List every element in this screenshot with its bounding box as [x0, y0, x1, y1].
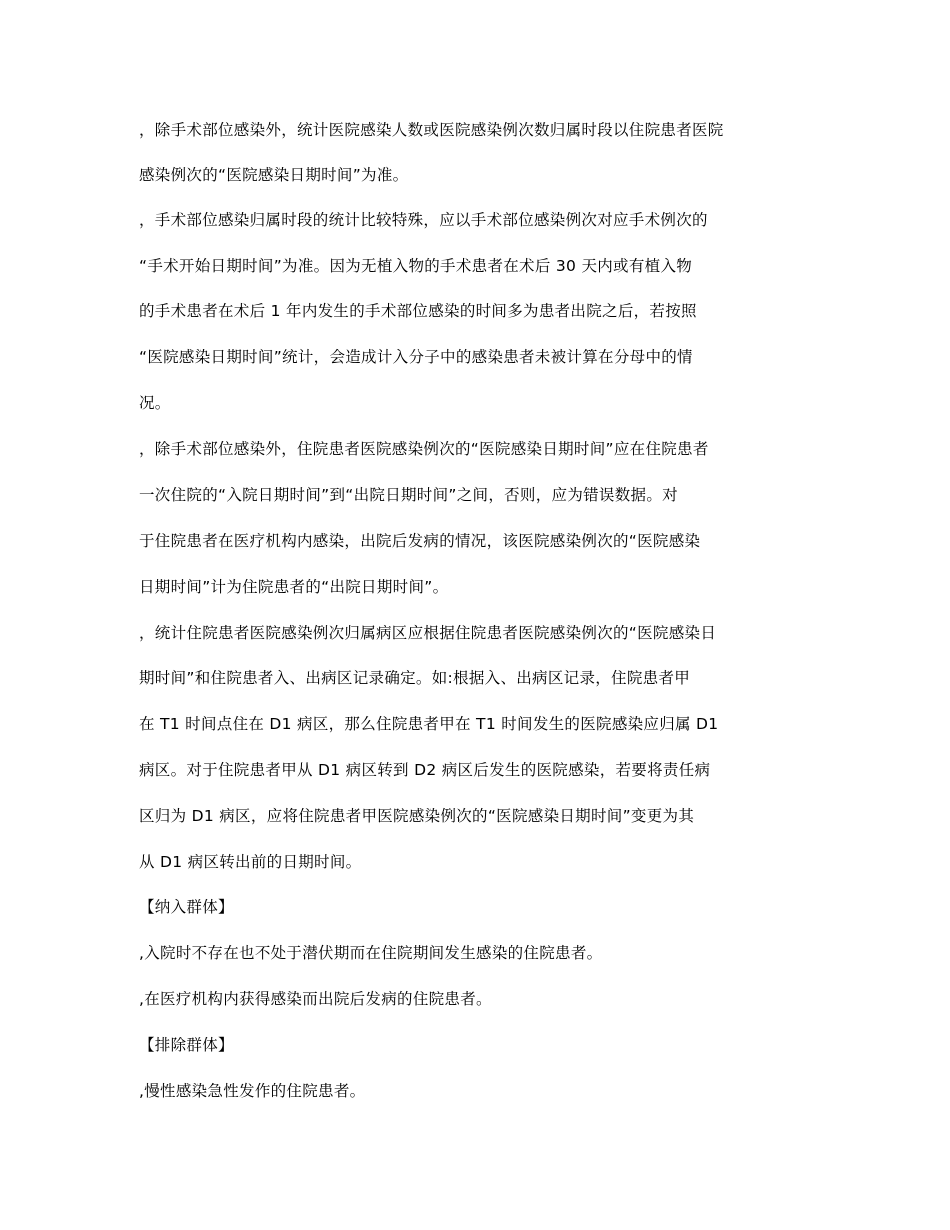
text-line: 一次住院的“入院日期时间”到“出院日期时间”之间，否则，应为错误数据。对 — [139, 486, 678, 504]
text-line: “医院感染日期时间”统计，会造成计入分子中的感染患者未被计算在分母中的情 — [139, 348, 693, 366]
text-line: ，统计住院患者医院感染例次归属病区应根据住院患者医院感染例次的“医院感染日 — [139, 624, 717, 642]
text-line: 日期时间”计为住院患者的“出院日期时间”。 — [139, 578, 449, 596]
list-item: ,入院时不存在也不处于潜伏期而在住院期间发生感染的住院患者。 — [139, 944, 603, 962]
text-line: 在 T1 时间点住在 D1 病区，那么住院患者甲在 T1 时间发生的医院感染应归属 D1 — [139, 715, 719, 733]
text-line: 病区。对于住院患者甲从 D1 病区转到 D2 病区后发生的医院感染，若要将责任病 — [139, 761, 711, 779]
section-heading: 【纳入群体】 — [139, 898, 234, 916]
text-line: 况。 — [139, 394, 171, 412]
text-line: 期时间”和住院患者入、出病区记录确定。如:根据入、出病区记录，住院患者甲 — [139, 669, 691, 687]
text-line: ，除手术部位感染外，统计医院感染人数或医院感染例次数归属时段以住院患者医院 — [139, 121, 724, 139]
text-line: 从 D1 病区转出前的日期时间。 — [139, 853, 362, 871]
text-line: “手术开始日期时间”为准。因为无植入物的手术患者在术后 30 天内或有植入物 — [139, 257, 693, 275]
text-line: 于住院患者在医疗机构内感染，出院后发病的情况，该医院感染例次的“医院感染 — [139, 532, 701, 550]
text-line: 的手术患者在术后 1 年内发生的手术部位感染的时间多为患者出院之后，若按照 — [139, 302, 697, 320]
text-line: ，手术部位感染归属时段的统计比较特殊，应以手术部位感染例次对应手术例次的 — [139, 211, 708, 229]
list-item: ,在医疗机构内获得感染而出院后发病的住院患者。 — [139, 990, 492, 1008]
list-item: ,慢性感染急性发作的住院患者。 — [139, 1082, 366, 1100]
text-line: 感染例次的“医院感染日期时间”为准。 — [139, 166, 409, 184]
text-line: 区归为 D1 病区，应将住院患者甲医院感染例次的“医院感染日期时间”变更为其 — [139, 807, 695, 825]
text-line: ，除手术部位感染外，住院患者医院感染例次的“医院感染日期时间”应在住院患者 — [139, 440, 709, 458]
section-heading: 【排除群体】 — [139, 1036, 234, 1054]
